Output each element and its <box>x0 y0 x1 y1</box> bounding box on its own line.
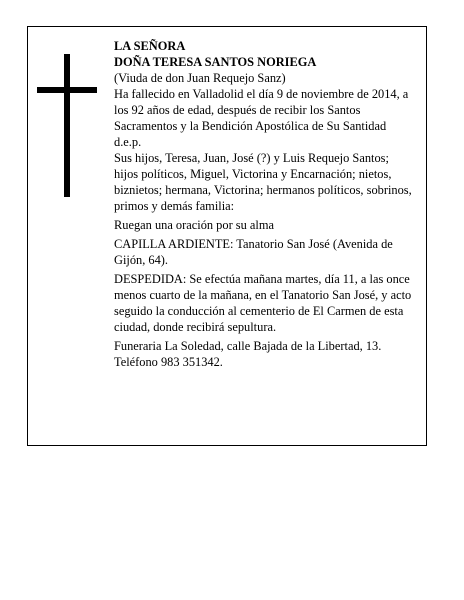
death-notice: Ha fallecido en Valladolid el día 9 de noviembre de 2014, a los 92 años de edad, después de recibir los Santos Sacramentos y la Bendición Apostólica de Su Santidad <box>114 87 409 133</box>
widow-of: (Viuda de don Juan Requejo Sanz) <box>114 71 286 85</box>
rip-text: d.e.p. <box>114 135 142 149</box>
family-list: Sus hijos, Teresa, Juan, José (?) y Luis Requejo Santos; hijos políticos, Miguel, Victorina y Encarnación; nietos, biznietos; hermana, Victorina; hermanos políticos, sobrinos, primos y demás familia: <box>114 151 412 213</box>
farewell-info: DESPEDIDA: Se efectúa mañana martes, día 11, a las once menos cuarto de la mañana, en el Tanatorio San José, y acto seguido la conducción al cementerio de El Carmen de esta ciudad, donde recibirá sepultura. <box>114 272 412 334</box>
notice-title: LA SEÑORA <box>114 39 186 53</box>
funeral-home-info: Funeraria La Soledad, calle Bajada de la Libertad, 13. Teléfono 983 351342. <box>114 339 382 369</box>
cross-icon <box>37 54 97 197</box>
obituary-text <box>114 38 414 370</box>
cross-vertical-bar <box>64 54 70 197</box>
cross-horizontal-bar <box>37 87 97 93</box>
prayer-request: Ruegan una oración por su alma <box>114 218 274 232</box>
deceased-name: DOÑA TERESA SANTOS NORIEGA <box>114 55 317 69</box>
chapel-info: CAPILLA ARDIENTE: Tanatorio San José (Avenida de Gijón, 64). <box>114 237 393 267</box>
